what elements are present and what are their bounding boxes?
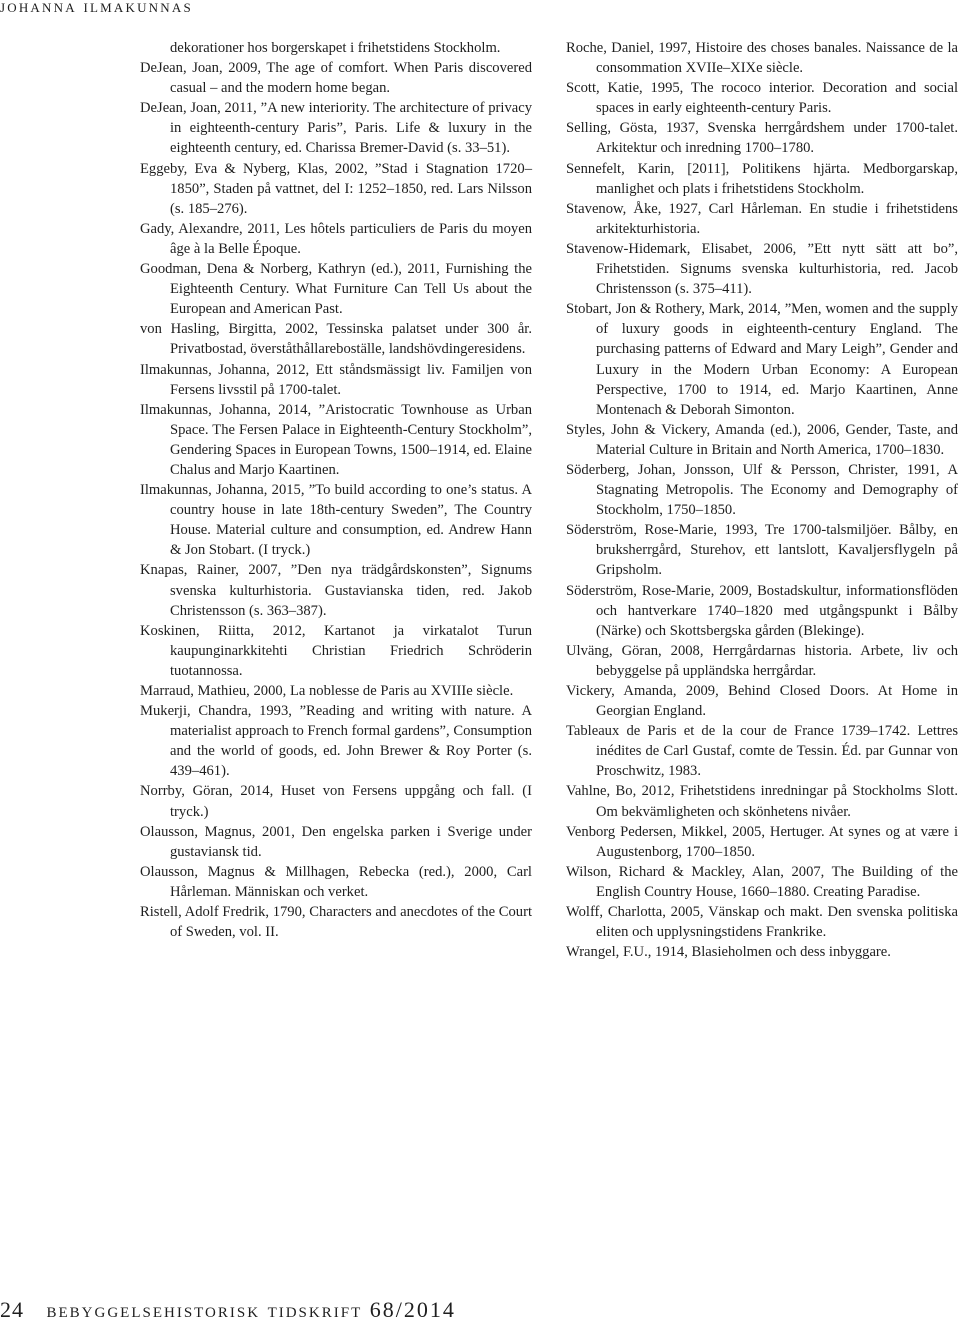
reference-styles-2006: Styles, John & Vickery, Amanda (ed.), 2006, Gender, Taste, and Material Culture in Britain and North America, 1700–1830. (566, 421, 958, 458)
references-left-column (140, 38, 532, 942)
reference-ulvang-2008: Ulväng, Göran, 2008, Herrgårdarnas historia. Arbete, liv och bebyggelse på uppländska herrgårdar. (566, 642, 958, 679)
reference-hasling-2002: von Hasling, Birgitta, 2002, Tessinska palatset under 300 år. Privatbostad, överståthållareboställe, landshövdingeresidens. (140, 321, 532, 358)
page-number: 24 (0, 1297, 24, 1322)
reference-wolff-2005: Wolff, Charlotta, 2005, Vänskap och makt. Den svenska politiska eliten och upplysningstidens Frankrike. (566, 904, 958, 941)
reference-stavenow-1927: Stavenow, Åke, 1927, Carl Hårleman. En studie i frihetstidens arkitekturhistoria. (566, 200, 958, 237)
reference-vickery-2009: Vickery, Amanda, 2009, Behind Closed Doors. At Home in Georgian England. (566, 683, 958, 720)
reference-koskinen-2012: Koskinen, Riitta, 2012, Kartanot ja virkatalot Turun kaupunginarkkitehti Christian Friedrich Schröderin tuotannossa. (140, 622, 532, 679)
reference-goodman-2011: Goodman, Dena & Norberg, Kathryn (ed.), 2011, Furnishing the Eighteenth Century. What Furniture Can Tell Us about the European and American Past. (140, 261, 532, 318)
reference-scott-1995: Scott, Katie, 1995, The rococo interior. Decoration and social spaces in early eighteenth-century Paris. (566, 80, 958, 117)
reference-vahlne-2012: Vahlne, Bo, 2012, Frihetstidens inredningar på Stockholms Slott. Om bekvämligheten och skönhetens nivåer. (566, 783, 958, 820)
reference-olausson-2000: Olausson, Magnus & Millhagen, Rebecka (red.), 2000, Carl Hårleman. Människan och verket. (140, 863, 532, 900)
reference-gady-2011: Gady, Alexandre, 2011, Les hôtels particuliers de Paris du moyen âge à la Belle Époque. (140, 220, 532, 257)
reference-dejean-2011: DeJean, Joan, 2011, ”A new interiority. The architecture of privacy in eighteenth-century Paris”, Paris. Life & luxury in the eighteenth century, ed. Charissa Bremer-David (s. 33–51). (140, 100, 532, 157)
reference-roche-1997: Roche, Daniel, 1997, Histoire des choses banales. Naissance de la consommation XVIIe–XIXe siècle. (566, 40, 958, 77)
reference-cont-prev: dekorationer hos borgerskapet i frihetstidens Stockholm. (170, 40, 501, 56)
reference-olausson-2001: Olausson, Magnus, 2001, Den engelska parken i Sverige under gustaviansk tid. (140, 823, 532, 860)
reference-ilmakunnas-2012: Ilmakunnas, Johanna, 2012, Ett ståndsmässigt liv. Familjen von Fersens livsstil på 1700-talet. (140, 361, 532, 398)
reference-knapas-2007: Knapas, Rainer, 2007, ”Den nya trädgårdskonsten”, Signums svenska kulturhistoria. Gustavianska tiden, red. Jakob Christensson (s. 363–387). (140, 562, 532, 619)
reference-wrangel-1914: Wrangel, F.U., 1914, Blasieholmen och dess inbyggare. (566, 944, 891, 961)
reference-stobart-2014: Stobart, Jon & Rothery, Mark, 2014, ”Men, women and the supply of luxury goods in eighteenth-century England. The purchasing patterns of Edward and Mary Leigh”, Gender and Luxury in the Modern Urban Economy: A European Perspective, 1700 to 1914, ed. Marjo Kaartinen, Anne Montenach & Deborah Simonton. (566, 301, 958, 418)
reference-soderberg-1991: Söderberg, Johan, Jonsson, Ulf & Persson, Christer, 1991, A Stagnating Metropolis. The Economy and Demography of Stockholm, 1750–1850. (566, 461, 958, 519)
journal-title: bebyggelsehistorisk tidskrift 68/2014 (46, 1297, 456, 1322)
running-head: johanna ilmakunnas (0, 0, 193, 16)
reference-soderstrom-1993: Söderström, Rose-Marie, 1993, Tre 1700-talsmiljöer. Bålby, en bruksherrgård, Sturehov, ett lantslott, Kavaljersflygeln på Gripsholm. (566, 522, 958, 579)
page-footer (0, 1297, 456, 1323)
reference-marraud-2000: Marraud, Mathieu, 2000, La noblesse de Paris au XVIIIe siècle. (140, 683, 514, 699)
reference-eggeby-2002: Eggeby, Eva & Nyberg, Klas, 2002, ”Stad i Stagnation 1720–1850”, Staden på vattnet, del I: 1252–1850, red. Lars Nilsson (s. 185–276). (140, 160, 532, 217)
reference-tableaux-1983: Tableaux de Paris et de la cour de France 1739–1742. Lettres inédites de Carl Gustaf, comte de Tessin. Éd. par Gunnar von Proschwitz, 1983. (566, 723, 958, 780)
references-right-column (566, 38, 958, 962)
reference-wilson-2007: Wilson, Richard & Mackley, Alan, 2007, The Building of the English Country House, 1660–1880. Creating Paradise. (566, 863, 958, 900)
reference-dejean-2009: DeJean, Joan, 2009, The age of comfort. When Paris discovered casual – and the modern home began. (140, 60, 532, 97)
reference-venborg-2005: Venborg Pedersen, Mikkel, 2005, Hertuger. At synes og at være i Augustenborg, 1700–1850. (566, 823, 958, 860)
reference-soderstrom-2009: Söderström, Rose-Marie, 2009, Bostadskultur, informationsflöden och hantverkare 1740–1820 med utgångspunkt i Bålby (Närke) och Skottsbergska gården (Blekinge). (566, 582, 958, 639)
reference-ristell-1790: Ristell, Adolf Fredrik, 1790, Characters and anecdotes of the Court of Sweden, vol. II. (140, 904, 532, 941)
reference-stavenow-2006: Stavenow-Hidemark, Elisabet, 2006, ”Ett nytt sätt att bo”, Frihetstiden. Signums svenska kulturhistoria, red. Jacob Christensson (s. 375–411). (566, 240, 958, 298)
reference-sennefelt-2011: Sennefelt, Karin, [2011], Politikens hjärta. Medborgarskap, manlighet och plats i frihetstidens Stockholm. (566, 160, 958, 197)
reference-ilmakunnas-2015: Ilmakunnas, Johanna, 2015, ”To build according to one’s status. A country house in late 18th-century Sweden”, The Country House. Material culture and consumption, ed. Andrew Hann & Jon Stobart. (I tryck.) (140, 482, 532, 559)
reference-selling-1937: Selling, Gösta, 1937, Svenska herrgårdshem under 1700-talet. Arkitektur och inredning 1700–1780. (566, 120, 958, 157)
reference-ilmakunnas-2014: Ilmakunnas, Johanna, 2014, ”Aristocratic Townhouse as Urban Space. The Fersen Palace in Eighteenth-Century Stockholm”, Gendering Spaces in European Towns, 1500–1914, ed. Elaine Chalus and Marjo Kaartinen. (140, 401, 532, 478)
reference-mukerji-1993: Mukerji, Chandra, 1993, ”Reading and writing with nature. A materialist approach to French formal gardens”, Consumption and the world of goods, ed. John Brewer & Roy Porter (s. 439–461). (140, 703, 532, 780)
reference-norrby-2014: Norrby, Göran, 2014, Huset von Fersens uppgång och fall. (I tryck.) (140, 783, 532, 820)
